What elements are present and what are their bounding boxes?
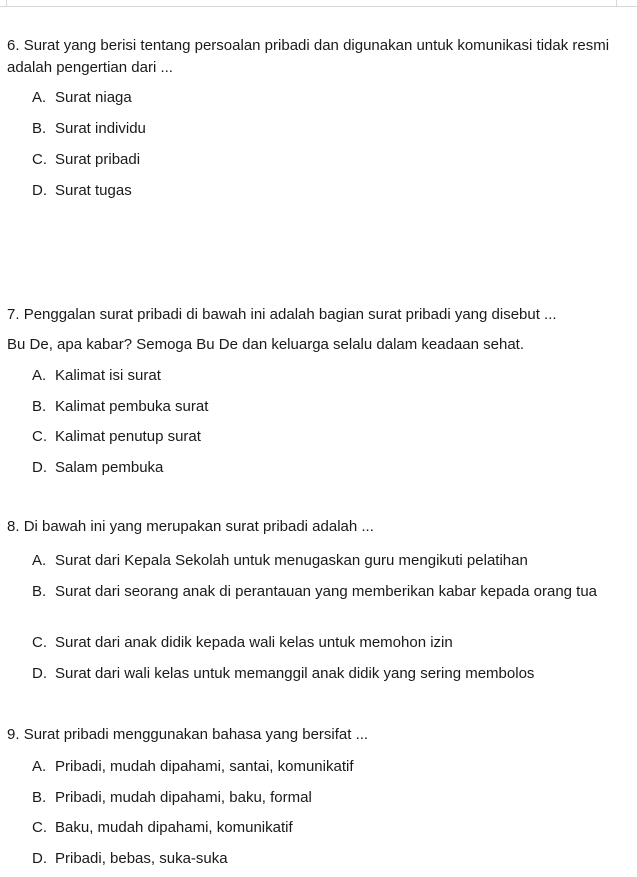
right-corner-mark [616, 0, 617, 6]
option-9d[interactable] [7, 849, 637, 869]
option-7a[interactable] [7, 366, 637, 386]
question-prompt: Surat pribadi menggunakan bahasa yang bersifat ... [23, 726, 369, 743]
question-8 [7, 516, 629, 538]
question-number: 6. [7, 37, 20, 54]
option-8c[interactable] [7, 633, 637, 653]
option-letter: C. [32, 428, 47, 445]
option-9a[interactable] [7, 757, 637, 777]
option-7b[interactable] [7, 397, 637, 417]
option-8d[interactable] [7, 664, 637, 684]
option-7c[interactable] [7, 427, 637, 447]
option-8b[interactable] [7, 582, 625, 602]
option-9c[interactable] [7, 818, 637, 838]
question-7-text [7, 304, 629, 326]
option-text: Surat niaga [55, 89, 132, 106]
option-letter: D. [32, 665, 47, 682]
option-letter: C. [32, 151, 47, 168]
option-letter: B. [32, 583, 47, 600]
top-divider [0, 6, 637, 7]
option-text: Kalimat isi surat [55, 367, 161, 384]
option-text: Salam pembuka [55, 459, 164, 476]
option-text: Surat pribadi [55, 151, 141, 168]
option-text: Surat dari wali kelas untuk memanggil anak didik yang sering membolos [55, 665, 535, 682]
question-9 [7, 724, 629, 746]
option-letter: A. [32, 89, 47, 106]
option-letter: B. [32, 789, 47, 806]
option-letter: D. [32, 850, 47, 867]
option-text: Pribadi, bebas, suka-suka [55, 850, 228, 867]
option-text: Surat tugas [55, 182, 132, 199]
option-6d[interactable] [7, 181, 637, 201]
question-prompt: Di bawah ini yang merupakan surat pribadi adalah ... [23, 518, 374, 535]
option-text: Surat dari Kepala Sekolah untuk menugaskan guru mengikuti pelatihan [55, 552, 528, 569]
option-letter: D. [32, 459, 47, 476]
question-9-text [7, 724, 629, 746]
option-letter: A. [32, 758, 47, 775]
left-corner-mark [6, 0, 7, 6]
option-letter: C. [32, 819, 47, 836]
question-number: 9. [7, 726, 20, 743]
option-letter: B. [32, 398, 47, 415]
option-text: Surat individu [55, 120, 146, 137]
option-text: Baku, mudah dipahami, komunikatif [55, 819, 293, 836]
option-text: Surat dari seorang anak di perantauan yang memberikan kabar kepada orang tua [55, 583, 598, 600]
option-letter: A. [32, 552, 47, 569]
question-7-excerpt [7, 334, 629, 356]
option-text: Pribadi, mudah dipahami, baku, formal [55, 789, 312, 806]
option-letter: A. [32, 367, 47, 384]
option-text: Surat dari anak didik kepada wali kelas untuk memohon izin [55, 634, 453, 651]
option-9b[interactable] [7, 788, 637, 808]
option-letter: C. [32, 634, 47, 651]
question-7 [7, 304, 629, 326]
question-prompt: Penggalan surat pribadi di bawah ini adalah bagian surat pribadi yang disebut ... [23, 306, 557, 323]
option-7d[interactable] [7, 458, 637, 478]
question-number: 8. [7, 518, 20, 535]
question-number: 7. [7, 306, 20, 323]
option-6a[interactable] [7, 88, 637, 108]
question-8-text [7, 516, 629, 538]
option-8a[interactable] [7, 551, 637, 571]
option-text: Pribadi, mudah dipahami, santai, komunikatif [55, 758, 354, 775]
option-6c[interactable] [7, 150, 637, 170]
question-6 [7, 35, 629, 79]
option-text: Kalimat pembuka surat [55, 398, 209, 415]
option-letter: B. [32, 120, 47, 137]
question-prompt: Surat yang berisi tentang persoalan pribadi dan digunakan untuk komunikasi tidak resmi adalah pengertian dari ... [7, 37, 610, 76]
option-text: Kalimat penutup surat [55, 428, 201, 445]
option-letter: D. [32, 182, 47, 199]
option-6b[interactable] [7, 119, 637, 139]
question-6-text [7, 35, 629, 79]
letter-excerpt: Bu De, apa kabar? Semoga Bu De dan keluarga selalu dalam keadaan sehat. [7, 336, 525, 353]
